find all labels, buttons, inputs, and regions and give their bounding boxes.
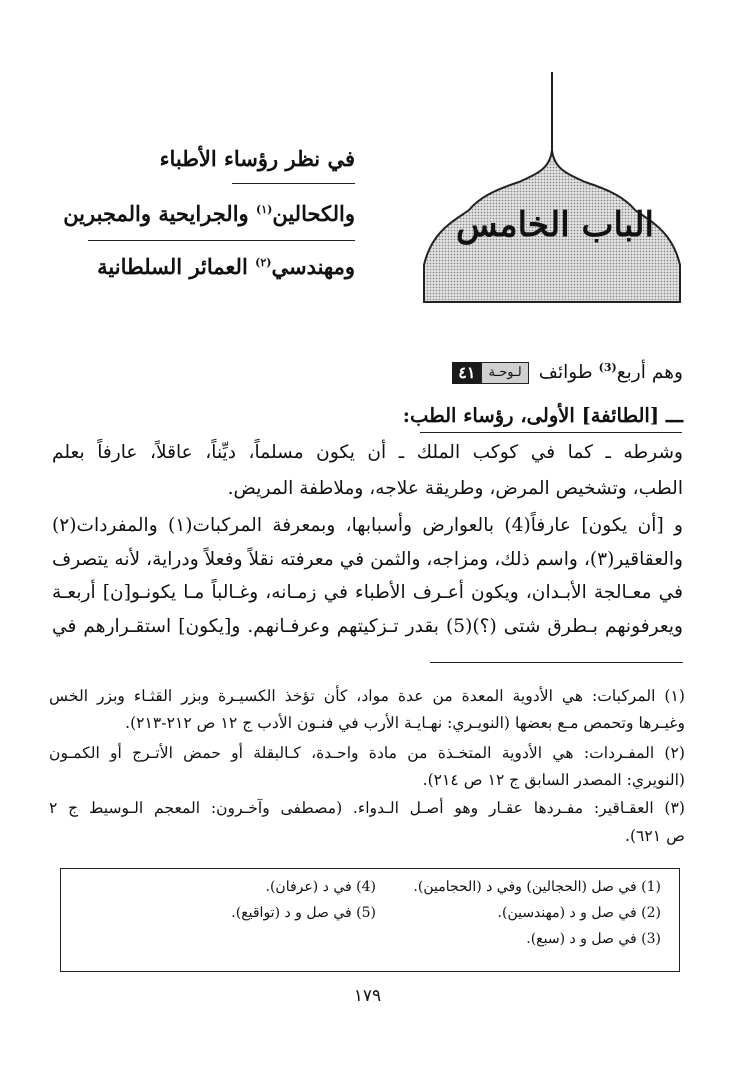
footnote-2-line-1: (٢) المفـردات: هي الأدوية المتخـذة من مادة واحـدة، كـالبقلة أو حمض الأتـرج أو الكمـون: [49, 744, 685, 762]
body-line-2: الطب، وتشخيص المرض، وطريقة علاجه، وملاطفة المريض.: [227, 478, 683, 499]
variant-5: (5) في صل و د (تواقيع).: [231, 905, 376, 921]
chapter-title-line-2: والكحالين$^{(١)}$ والجرايحية والمجبرين: [63, 201, 355, 226]
plate-reference: [452, 362, 529, 384]
manuscript-variants-box: [60, 868, 680, 972]
section-heading: ـــ [الطائفة] الأولى، رؤساء الطب:: [402, 404, 683, 427]
variant-2: (2) في صل و د (مهندسين).: [497, 905, 661, 921]
plate-number: ٤١: [452, 362, 481, 384]
chapter-title-line-1: في نظر رؤساء الأطباء: [159, 146, 355, 171]
footnote-2-line-2: (النويري: المصدر السابق ج ١٢ ص ٢١٤).: [422, 771, 685, 789]
variant-3: (3) في صل و د (سبع).: [526, 931, 661, 947]
plate-label: لـوحـة: [481, 362, 528, 384]
footnote-1-line-2: وغيـرها وتحمص مـع بعضها (النويـري: نهـايـة الأرب في فنـون الأدب ج ١٢ ص ٢١٢-٢١٣).: [125, 714, 685, 732]
intro-line: وهم أربع$^{(3)}$ طوائف لـوحـة٤١: [448, 362, 683, 384]
body-line-6: ويعرفونهم بـطرق شتى (؟)(5) بقدر تـزكيتهم وعرفـانهم. و[يكون] استقـرارهم في: [52, 616, 683, 637]
footnote-1-line-1: (١) المركبات: هي الأدوية المعدة من عدة مواد، كأن تؤخذ الكسيـرة وبزر القثـاء وبزر الخس: [49, 687, 685, 705]
footnote-separator: [430, 662, 683, 663]
variant-4: (4) في د (عرفان).: [265, 879, 376, 895]
body-line-5: في معـالجة الأبـدان، ويكون أعـرف الأطباء في زمـانه، وغـالباً مـا يكونـو[ن] أربعـة: [52, 582, 683, 603]
footnote-3-line-2: ص ٦٢١).: [625, 827, 685, 845]
page-number: ١٧٩: [353, 986, 382, 1006]
title-rule-1: [232, 183, 355, 184]
title-rule-2: [88, 240, 355, 241]
chapter-label: الباب الخامس: [456, 205, 654, 245]
section-heading-rule: [420, 432, 682, 433]
body-line-4: والعقاقير(٣)، واسم ذلك، ومزاجه، والثمن في معرفته نقلاً وفعلاً ودراية، لأنه يتصرف: [52, 549, 683, 570]
chapter-badge: [420, 70, 685, 305]
chapter-title-line-3: ومهندسي$^{(٢)}$ العمائر السلطانية: [97, 254, 355, 279]
body-line-1: وشرطه ـ كما في كوكب الملك ـ أن يكون مسلماً، ديِّناً، عاقلاً، عارفاً بعلم: [52, 442, 683, 463]
body-line-3: و [أن يكون] عارفاً(4) بالعوارض وأسبابها، وبمعرفة المركبات(١) والمفردات(٢): [52, 515, 683, 536]
variant-1: (1) في صل (الحجالين) وفي د (الحجامين).: [413, 879, 661, 895]
footnote-3-line-1: (٣) العقـاقير: مفـردها عقـار وهو أصـل الـدواء. (مصطفى وآخـرون: المعجم الـوسيط ج ٢: [49, 799, 685, 817]
